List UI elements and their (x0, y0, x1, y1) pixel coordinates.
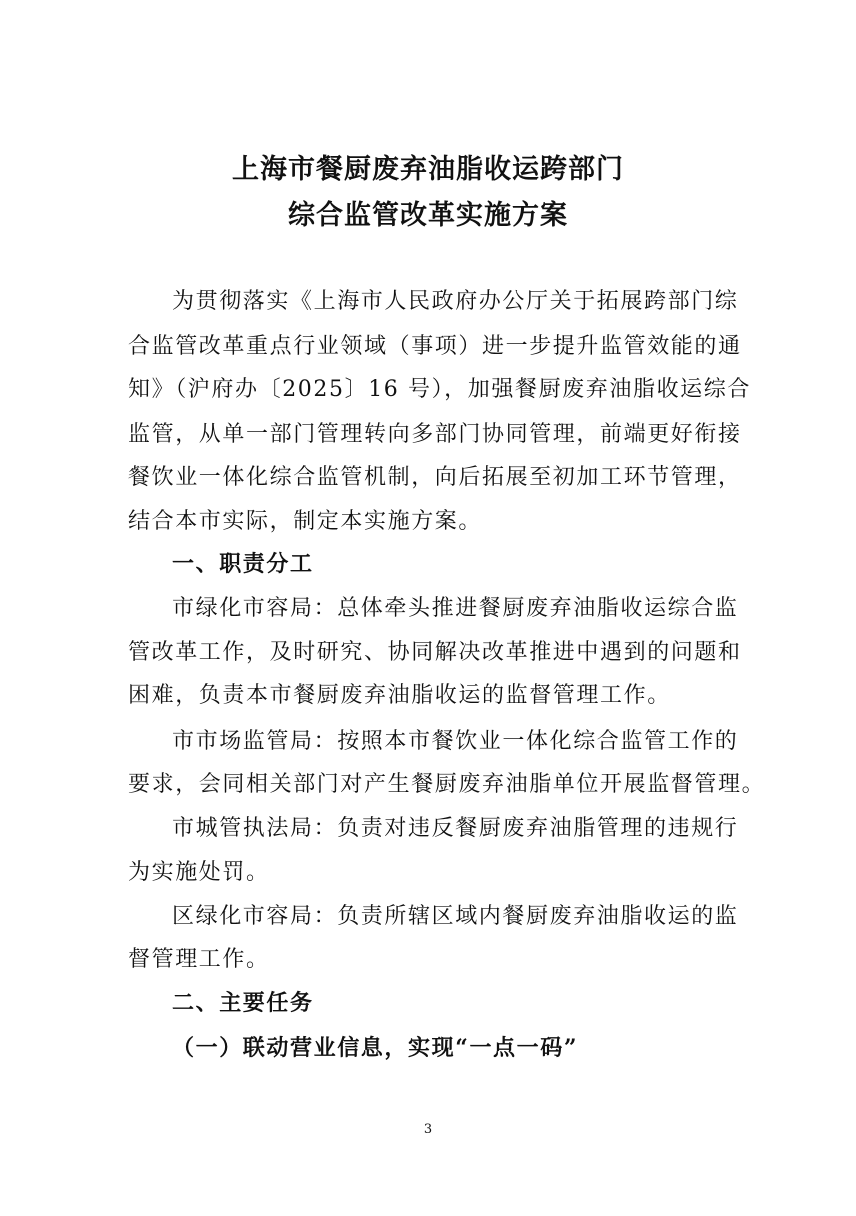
intro-paragraph-line: 知》（沪府办〔2025〕16 号），加强餐厨废弃油脂收运综合 (128, 377, 751, 402)
page-number: 3 (423, 1122, 433, 1137)
duty-paragraph-line: 市绿化市容局：总体牵头推进餐厨废弃油脂收运综合监 (172, 596, 739, 621)
duty-paragraph-line: 市城管执法局：负责对违反餐厨废弃油脂管理的违规行 (172, 816, 739, 841)
duty-paragraph-line: 督管理工作。 (128, 947, 270, 972)
intro-paragraph-line: 结合本市实际，制定本实施方案。 (128, 509, 483, 534)
subsection-heading: （一）联动营业信息，实现“一点一码” (172, 1035, 579, 1061)
intro-paragraph-line: 为贯彻落实《上海市人民政府办公厅关于拓展跨部门综 (172, 289, 739, 314)
duty-paragraph-line: 管改革工作，及时研究、协同解决改革推进中遇到的问题和 (128, 640, 742, 665)
intro-paragraph-line: 监管，从单一部门管理转向多部门协同管理，前端更好衔接 (128, 422, 742, 447)
section-heading-duties: 一、职责分工 (172, 552, 314, 577)
duty-paragraph-line: 要求，会同相关部门对产生餐厨废弃油脂单位开展监督管理。 (128, 772, 766, 797)
intro-paragraph-line: 餐饮业一体化综合监管机制，向后拓展至初加工环节管理， (128, 465, 742, 490)
intro-paragraph-line: 合监管改革重点行业领域（事项）进一步提升监管效能的通 (128, 334, 742, 359)
document-title-line-1: 上海市餐厨废弃油脂收运跨部门 (232, 154, 624, 185)
duty-paragraph-line: 市市场监管局：按照本市餐饮业一体化综合监管工作的 (172, 729, 739, 754)
duty-paragraph-line: 困难，负责本市餐厨废弃油脂收运的监督管理工作。 (128, 683, 671, 708)
duty-paragraph-line: 区绿化市容局：负责所辖区域内餐厨废弃油脂收运的监 (172, 904, 739, 929)
duty-paragraph-line: 为实施处罚。 (128, 860, 270, 885)
section-heading-main-tasks: 二、主要任务 (172, 991, 314, 1016)
document-title-line-2: 综合监管改革实施方案 (288, 200, 568, 231)
